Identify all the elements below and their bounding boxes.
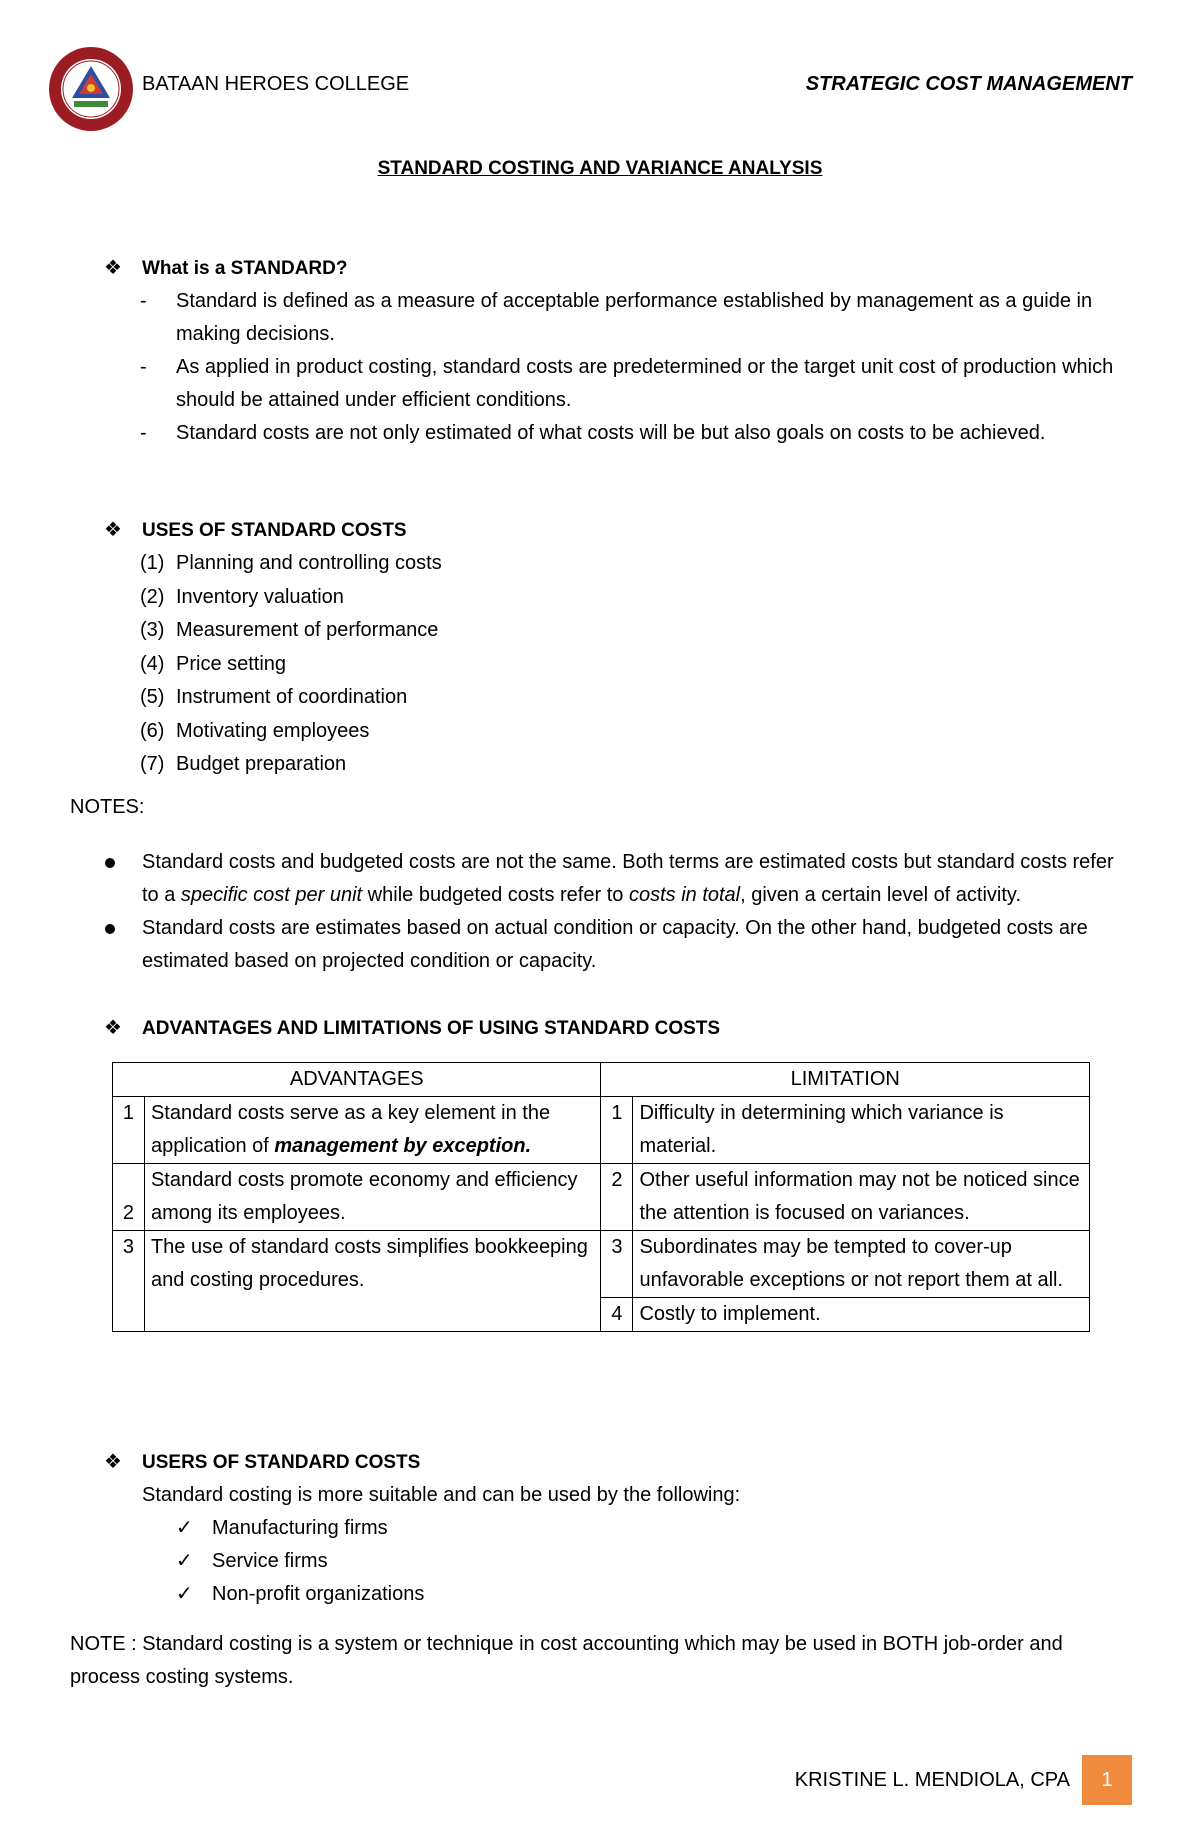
table-cell: Other useful information may not be noticed since the attention is focused on variances. [633,1164,1090,1231]
author-name: KRISTINE L. MENDIOLA, CPA [794,1769,1070,1791]
table-cell: Difficulty in determining which variance is material. [633,1097,1090,1164]
list-item: Standard costs and budgeted costs are not the same. Both terms are estimated costs but standard costs refer to a specific cost per unit while budgeted costs refer to costs in total, given a certain level of activity. [104,846,1134,912]
diamond-bullet-icon: ❖ [104,1017,122,1039]
notes-list [104,846,1134,978]
table-row: 1 Standard costs serve as a key element in the application of management by exception. 1 Difficulty in determining which variance is material. [113,1097,1090,1164]
list-item: (5) Instrument of coordination [140,686,408,708]
document-title: STANDARD COSTING AND VARIANCE ANALYSIS [377,158,823,179]
subject-title: STRATEGIC COST MANAGEMENT [805,73,1132,95]
list-item: - Standard costs are not only estimated of what costs will be but also goals on costs to be achieved. [140,422,1046,444]
advantages-limitations-section [104,1012,1134,1045]
list-item: (1) Planning and controlling costs [140,552,442,574]
table-cell: Standard costs promote economy and efficiency among its employees. [144,1164,601,1231]
definition-list [104,285,1134,450]
list-item: (7) Budget preparation [140,753,347,775]
diamond-bullet-icon: ❖ [104,519,122,541]
users-section [104,1446,1134,1611]
table-cell: Costly to implement. [633,1298,1090,1332]
bullet-icon [105,858,115,868]
list-item: ✓ Service firms [104,1545,1134,1578]
table-cell: Subordinates may be tempted to cover-up unfavorable exceptions or not report them at all. [633,1231,1090,1298]
list-item: ✓ Non-profit organizations [104,1578,1134,1611]
list-item: - As applied in product costing, standard costs are predetermined or the target unit cost of production which should be attained under efficient conditions. [140,356,1114,411]
college-seal-logo [48,46,134,132]
college-name: BATAAN HEROES COLLEGE [142,73,410,95]
table-header-row [113,1063,1090,1097]
uses-list [104,547,1134,782]
section-heading: ❖ ADVANTAGES AND LIMITATIONS OF USING STANDARD COSTS [104,1012,1134,1045]
list-item: ✓ Manufacturing firms [104,1512,1134,1545]
checkmark-icon: ✓ [176,1583,193,1605]
list-item: - Standard is defined as a measure of acceptable performance established by management as a guide in making decisions. [140,290,1093,345]
list-item: (3) Measurement of performance [140,619,439,641]
page-number: 1 [1082,1755,1132,1805]
list-item: Standard costs are estimates based on actual condition or capacity. On the other hand, budgeted costs are estimated based on projected condition or capacity. [104,912,1134,978]
list-item: (2) Inventory valuation [140,585,344,608]
diamond-bullet-icon: ❖ [104,257,122,279]
checkmark-icon: ✓ [176,1550,193,1572]
col-header-advantages: ADVANTAGES [113,1063,601,1097]
section-heading: ❖ USES OF STANDARD COSTS [104,514,1134,547]
users-list [104,1512,1134,1611]
list-item: (4) Price setting [140,652,287,675]
section-heading: ❖ USERS OF STANDARD COSTS [104,1446,1134,1479]
users-intro: Standard costing is more suitable and can be used by the following: [142,1484,741,1506]
col-header-limitation: LIMITATION [601,1063,1090,1097]
list-item: (6) Motivating employees [140,719,370,742]
diamond-bullet-icon: ❖ [104,1451,122,1473]
section-heading: ❖ What is a STANDARD? [104,252,1134,285]
final-note: NOTE : Standard costing is a system or technique in cost accounting which may be used in BOTH job-order and process costing systems. [70,1633,1063,1688]
table-cell: Standard costs serve as a key element in the application of management by exception. [144,1097,601,1164]
notes-label: NOTES: [70,796,145,818]
table-cell: The use of standard costs simplifies bookkeeping and costing procedures. [144,1231,601,1332]
table-row: 2 Standard costs promote economy and efficiency among its employees. 2 Other useful information may not be noticed since the attention is focused on variances. [113,1164,1090,1231]
table-row: 4 Costly to implement. [113,1298,1090,1332]
table-row: 3 The use of standard costs simplifies bookkeeping and costing procedures. 3 Subordinates may be tempted to cover-up unfavorable exceptions or not report them at all. [113,1231,1090,1298]
checkmark-icon: ✓ [176,1517,193,1539]
uses-section [104,514,1134,782]
bullet-icon [105,924,115,934]
advantages-limitations-table [112,1062,1090,1332]
what-is-standard-section [104,252,1134,450]
